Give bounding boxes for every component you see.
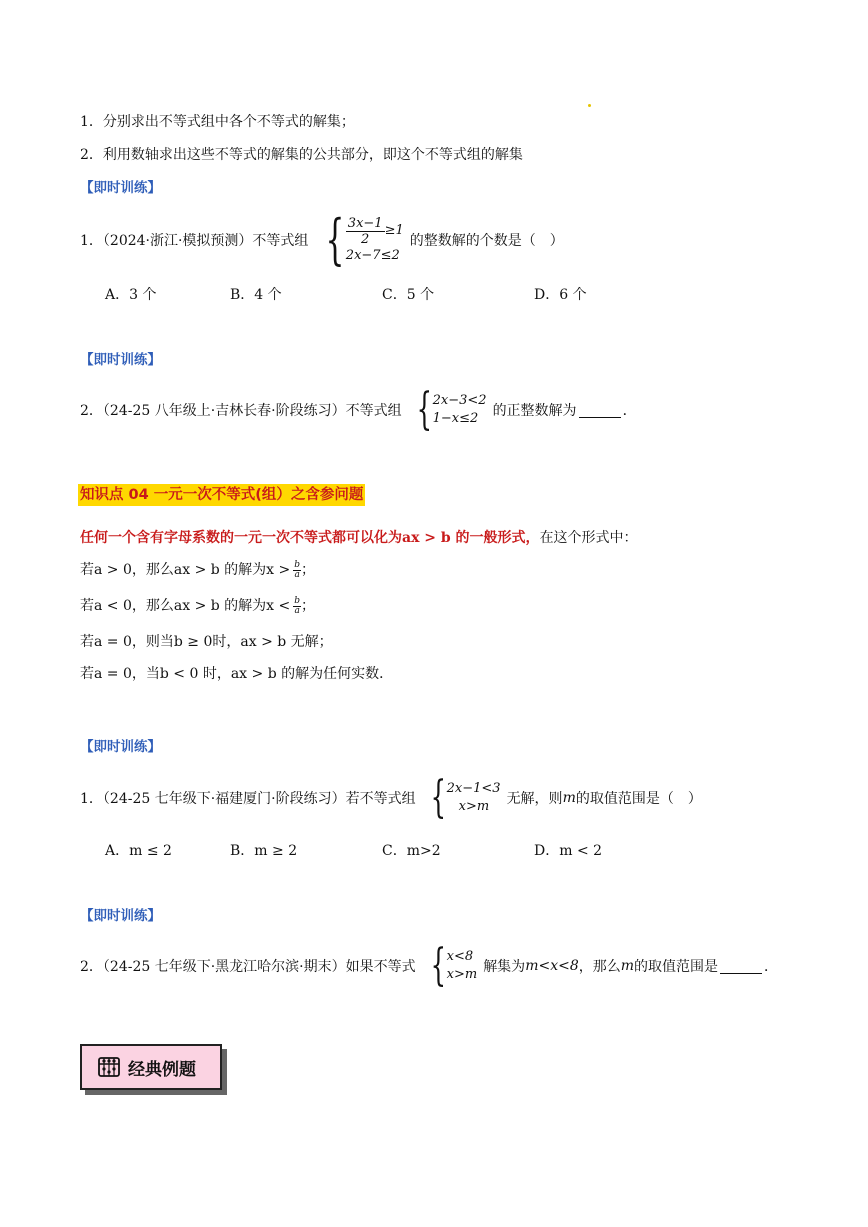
- question-2-end: ．: [622, 403, 637, 419]
- fraction-denominator: a: [294, 605, 300, 616]
- example-section-label: 经典例题: [128, 1059, 196, 1080]
- case-1: [80, 560, 315, 580]
- question-4-end: ．: [764, 959, 779, 975]
- step-1: 1．分别求出不等式组中各个不等式的解集；: [80, 114, 355, 130]
- solution-range: m<x<8: [525, 958, 579, 974]
- brace-icon: {: [430, 940, 446, 991]
- choice-d: D．6 个: [534, 287, 587, 303]
- case-1-end: ；: [301, 562, 316, 578]
- fraction-numerator: b: [294, 559, 301, 570]
- variable-m: m: [562, 790, 576, 806]
- question-4-suffix-b: ，那么: [578, 959, 621, 975]
- choice-a: A．3 个: [105, 287, 157, 303]
- inequality-2: x>m: [458, 799, 490, 814]
- inequality-1: x<8: [446, 949, 474, 964]
- question-1-prefix: 1．（2024·浙江·模拟预测）不等式组: [80, 233, 309, 249]
- choice-c: C．m>2: [382, 843, 441, 859]
- section-heading: 知识点 04 一元一次不等式(组）之含参问题: [78, 484, 365, 506]
- choice-c: C．5 个: [382, 287, 435, 303]
- question-2: [80, 384, 637, 435]
- case-4: 若a = 0，当b < 0 时，ax > b 的解为任何实数．: [80, 666, 394, 682]
- question-4: [80, 940, 779, 991]
- brace-icon: {: [325, 208, 345, 271]
- choice-d: D．m < 2: [534, 843, 603, 859]
- practice-tag: 【即时训练】: [80, 352, 161, 368]
- abacus-icon: [98, 1057, 120, 1077]
- question-3-suffix-b: 的取值范围是（ ）: [575, 791, 702, 807]
- fraction: [293, 561, 301, 580]
- question-3-suffix-a: 无解，则: [506, 791, 563, 807]
- fraction-denominator: a: [294, 569, 300, 580]
- question-4-suffix-c: 的取值范围是: [634, 959, 719, 975]
- section-intro-emphasis: 任何一个含有字母系数的一元一次不等式都可以化为ax > b 的一般形式，: [80, 530, 540, 546]
- section-intro: [80, 528, 638, 548]
- practice-tag: 【即时训练】: [80, 739, 161, 755]
- inequality-system: [418, 940, 478, 991]
- inequality-system: [418, 772, 501, 823]
- fraction: [293, 597, 301, 616]
- case-2-text: 若a < 0，那么ax > b 的解为x <: [80, 598, 291, 614]
- inequality-2: 1−x≤2: [432, 411, 479, 426]
- inequality-1: 2x−1<3: [446, 781, 501, 796]
- variable-m: m: [620, 958, 635, 974]
- practice-tag: 【即时训练】: [80, 180, 161, 196]
- case-2: [80, 596, 315, 616]
- question-1-suffix: 的整数解的个数是（ ）: [409, 233, 564, 249]
- inequality-system: [404, 384, 487, 435]
- fraction-numerator: b: [294, 595, 301, 606]
- decorative-dot: [588, 104, 591, 107]
- inequality-2: 2x−7≤2: [345, 247, 400, 263]
- case-1-text: 若a > 0，那么ax > b 的解为x >: [80, 562, 291, 578]
- question-4-prefix: 2．（24-25 七年级下·黑龙江哈尔滨·期末）如果不等式: [80, 959, 416, 975]
- brace-icon: {: [416, 384, 432, 435]
- inequality-1-rest: ≥1: [384, 223, 404, 238]
- question-3: [80, 772, 702, 823]
- inequality-1: 2x−3<2: [432, 393, 487, 408]
- example-section-box: [80, 1044, 222, 1090]
- choice-b: B．m ≥ 2: [230, 843, 298, 859]
- question-1: [80, 208, 564, 271]
- choice-b: B．4 个: [230, 287, 282, 303]
- inequality-system: [310, 208, 404, 271]
- fraction-denominator: 2: [361, 231, 370, 247]
- question-3-prefix: 1．（24-25 七年级下·福建厦门·阶段练习）若不等式组: [80, 791, 416, 807]
- question-2-suffix: 的正整数解为: [492, 403, 577, 419]
- section-intro-rest: 在这个形式中：: [539, 530, 638, 546]
- brace-icon: {: [430, 772, 446, 823]
- case-3: 若a = 0，则当b ≥ 0时，ax > b 无解；: [80, 634, 333, 650]
- question-4-suffix-a: 解集为: [483, 959, 526, 975]
- choice-a: A．m ≤ 2: [105, 843, 172, 859]
- answer-blank[interactable]: [579, 403, 621, 418]
- question-2-prefix: 2．（24-25 八年级上·吉林长春·阶段练习）不等式组: [80, 403, 402, 419]
- case-2-end: ；: [301, 598, 316, 614]
- answer-blank[interactable]: [720, 959, 762, 974]
- fraction-numerator: 3x−1: [347, 215, 383, 231]
- fraction: [346, 216, 385, 247]
- inequality-2: x>m: [446, 967, 478, 982]
- step-2: 2．利用数轴求出这些不等式的解集的公共部分，即这个不等式组的解集: [80, 147, 523, 163]
- practice-tag: 【即时训练】: [80, 908, 161, 924]
